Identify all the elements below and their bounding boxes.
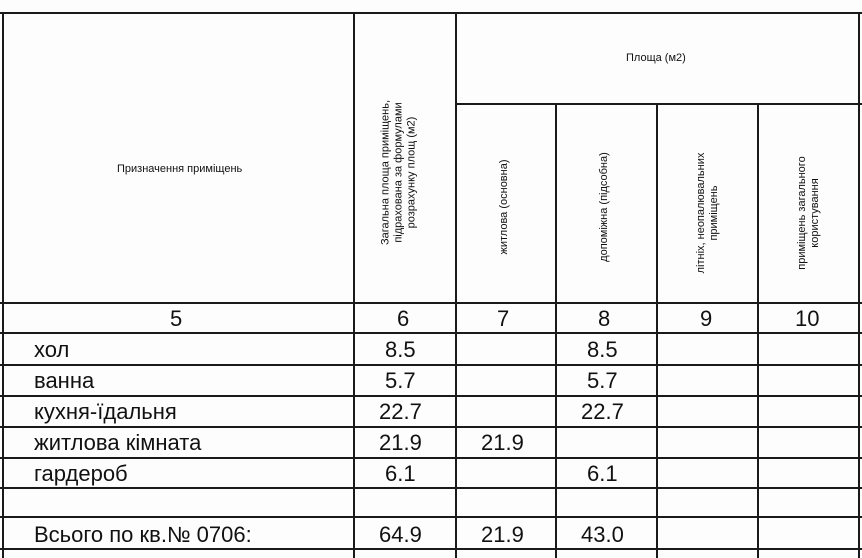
hline-row4 (0, 457, 862, 459)
header-summer: літніх, неопалювальних приміщень (695, 152, 720, 274)
hline-row1 (0, 364, 862, 366)
total-area-value: 64.9 (379, 522, 422, 547)
colnum-6: 6 (397, 306, 410, 331)
vline-right (858, 12, 860, 558)
row-name: гардероб (34, 461, 128, 486)
vline-left (2, 12, 4, 558)
total-label: Всього по кв.№ 0706: (34, 522, 252, 547)
total-residential-value: 21.9 (481, 522, 524, 547)
row-total: 22.7 (379, 399, 422, 424)
row-name: ванна (34, 368, 95, 393)
row-name: житлова кімната (34, 430, 202, 455)
row-auxiliary: 6.1 (587, 461, 618, 486)
colnum-9: 9 (700, 306, 713, 331)
total-auxiliary-value: 43.0 (581, 522, 624, 547)
vline-col10 (757, 103, 759, 558)
header-area-group: Площа (м2) (626, 52, 686, 64)
vline-col8 (555, 103, 557, 558)
colnum-8: 8 (598, 306, 611, 331)
hline-colnum-bottom (0, 332, 862, 334)
row-name: кухня-їдальня (34, 399, 177, 424)
hline-row5 (0, 487, 862, 489)
row-name: хол (34, 337, 70, 362)
vline-col6 (353, 12, 355, 558)
row-total: 21.9 (379, 430, 422, 455)
hline-top (0, 12, 862, 14)
colnum-10: 10 (795, 306, 820, 331)
header-common: приміщень загального користування (796, 156, 821, 270)
row-auxiliary: 22.7 (581, 399, 624, 424)
hline-header-bottom (0, 302, 862, 304)
vline-col9 (656, 103, 658, 558)
hline-row3 (0, 426, 862, 428)
hline-total (0, 548, 862, 550)
header-auxiliary: допоміжна (підсобна) (598, 152, 610, 262)
colnum-5: 5 (170, 306, 183, 331)
row-total: 6.1 (385, 461, 416, 486)
header-residential: житлова (основна) (498, 159, 510, 255)
hline-row6 (0, 516, 862, 518)
hline-area-sub (455, 103, 862, 105)
colnum-7: 7 (497, 306, 510, 331)
header-purpose: Призначення приміщень (117, 163, 243, 175)
row-auxiliary: 5.7 (587, 368, 618, 393)
row-total: 8.5 (385, 337, 416, 362)
header-total-area: Загальна площа приміщень, підрахована за формулами розрахунку площ (м2) (379, 99, 418, 246)
hline-row2 (0, 395, 862, 397)
row-residential: 21.9 (481, 430, 524, 455)
vline-col7 (455, 12, 457, 558)
row-total: 5.7 (385, 368, 416, 393)
row-auxiliary: 8.5 (587, 337, 618, 362)
